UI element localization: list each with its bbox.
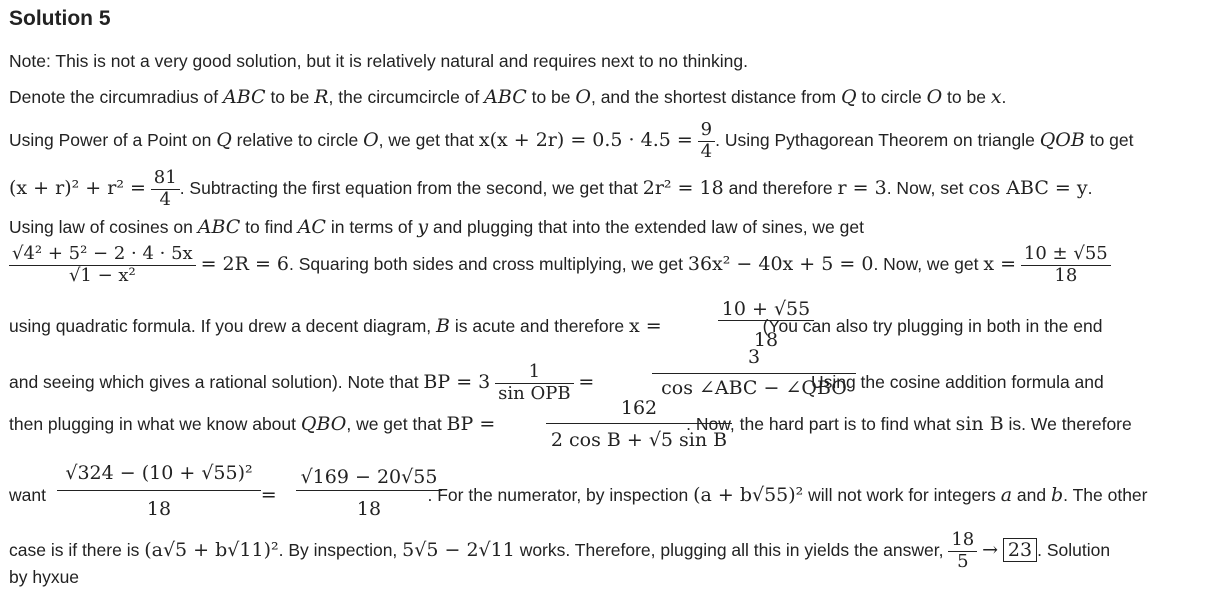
fraction-bar [546, 423, 732, 424]
denominator: 4 [700, 140, 713, 162]
text: (You can also try plugging in both in the end [762, 316, 1103, 336]
math-cos-abc: cos ABC = y [968, 176, 1088, 199]
text: to get [1084, 129, 1134, 150]
text: , we get that [346, 414, 447, 434]
fraction-nine-fourths [698, 120, 715, 162]
text: is acute and therefore [450, 316, 630, 336]
text: . [1001, 87, 1007, 107]
math-bp-equals: BP = [446, 413, 496, 435]
text: . [1087, 177, 1093, 198]
text: . For the numerator, by inspection [427, 485, 694, 505]
math-b: B [436, 315, 451, 337]
denote-line [9, 85, 1006, 109]
fraction-quadratic-roots [1021, 244, 1111, 286]
text: . The other [1063, 485, 1148, 505]
text: and therefore [723, 177, 838, 198]
text: , the circumcircle of [328, 87, 485, 107]
math-ac: AC [297, 216, 326, 238]
fraction-sqrt-324-numerator: √324 − (10 + √55)² [65, 462, 253, 484]
math-x: x [990, 86, 1002, 108]
answer-line [9, 530, 1110, 572]
text: and plugging that into the extended law of sines, we get [428, 217, 864, 237]
math-qbo: QBO [300, 413, 347, 435]
fraction-sqrt-169-numerator: √169 − 20√55 [300, 466, 438, 488]
text: . Now, the hard part is to find what [686, 414, 956, 434]
math-b: b [1051, 484, 1064, 506]
numerator: 9 [698, 120, 715, 142]
text: , we get that [378, 129, 479, 150]
math-o: O [363, 128, 379, 151]
math-o: O [575, 86, 591, 108]
math-a-root5-plus-b-root11: (a√5 + b√11)² [144, 538, 279, 561]
math-quadratic: 36x² − 40x + 5 = 0 [687, 252, 874, 275]
math-a: a [1000, 484, 1013, 506]
math-bp-equals-3: BP = 3 [423, 370, 491, 393]
text: Using law of cosines on [9, 217, 198, 237]
math-equals: = [578, 370, 595, 393]
fraction-bar [652, 373, 856, 374]
text: . Subtracting the first equation from the second, we get that [179, 177, 643, 198]
denominator: √1 − x² [68, 264, 136, 286]
quadratic-formula-line [9, 314, 1102, 338]
denominator: 18 [1054, 264, 1078, 286]
text: . Using the cosine addition formula and [801, 371, 1104, 392]
text: to be [265, 87, 315, 107]
fraction-bar [57, 490, 261, 491]
fraction-bar [296, 490, 442, 491]
math-y: y [417, 216, 429, 238]
solution-heading: Solution 5 [9, 7, 111, 30]
math-r-equals-3: r = 3 [837, 176, 887, 199]
math-abc: ABC [484, 86, 527, 108]
math-abc: ABC [197, 216, 241, 238]
pythagorean-line [9, 168, 1092, 210]
fraction-cos-denominator: cos ∠ABC − ∠QBO [661, 377, 847, 399]
note-line: Note: This is not a very good solution, but it is relatively natural and requires next to no thinking. [9, 51, 748, 71]
text: . Now, set [886, 177, 969, 198]
math-qob: QOB [1039, 128, 1085, 151]
text: relative to circle [231, 129, 364, 150]
math-q: Q [840, 86, 857, 108]
text: . Using Pythagorean Theorem on triangle [715, 129, 1040, 150]
denominator: 5 [957, 550, 969, 572]
numerator: 18 [948, 530, 977, 552]
fraction-x-numerator: 10 + √55 [718, 298, 814, 321]
fraction-162-denominator: 2 cos B + √5 sin B [550, 429, 728, 451]
fraction-law-of-sines [9, 244, 196, 286]
fraction-162-numerator: 162 [620, 397, 658, 419]
text: to be [526, 87, 576, 107]
denominator: 4 [159, 188, 171, 210]
denominator: sin OPB [498, 382, 571, 404]
numerator: 81 [151, 168, 180, 190]
numerator: 10 ± √55 [1021, 244, 1111, 266]
math-q: Q [216, 128, 232, 151]
power-of-point-line [9, 120, 1134, 162]
boxed-answer: 23 [1003, 538, 1037, 562]
text: using quadratic formula. If you drew a decent diagram, [9, 316, 437, 336]
text: . Squaring both sides and cross multiplying, we get [289, 253, 688, 274]
text: want [9, 485, 46, 505]
math-power-equation: x(x + 2r) = 0.5 · 4.5 = [478, 128, 693, 151]
math-equals: = [260, 484, 277, 506]
fraction-81-fourths [151, 168, 180, 210]
math-r: R [314, 86, 329, 108]
text: is. We therefore [1003, 414, 1132, 434]
text: to find [240, 217, 298, 237]
math-sin-b: sin B [955, 413, 1004, 435]
math-a-plus-b-root55: (a + b√55)² [693, 484, 804, 506]
numerator: 1 [495, 362, 573, 384]
fraction-18-fifths [948, 530, 977, 572]
text: . Now, we get [873, 253, 984, 274]
math-o: O [926, 86, 943, 108]
math-2r-squared: 2r² = 18 [642, 176, 724, 199]
fraction-sqrt-169-denominator: 18 [356, 498, 382, 520]
fraction-cos-numerator: 3 [747, 346, 761, 368]
math-x-equals: x = [983, 252, 1017, 275]
text: case is if there is [9, 539, 145, 560]
math-2r-equals-6: = 2R = 6 [200, 252, 290, 275]
text: Denote the circumradius of [9, 87, 223, 107]
text: and seeing which gives a rational solution). Note that [9, 371, 424, 392]
text: and [1012, 485, 1051, 505]
math-abc: ABC [223, 86, 266, 108]
text: in terms of [325, 217, 418, 237]
extended-sines-line [9, 244, 1111, 286]
text: . By inspection, [278, 539, 403, 560]
law-of-cosines-line [9, 215, 864, 239]
text: , and the shortest distance from [590, 87, 841, 107]
arrow-icon: → [982, 538, 999, 561]
fraction-sqrt-324-denominator: 18 [146, 498, 172, 520]
text: then plugging in what we know about [9, 414, 301, 434]
fraction-x-denominator: 18 [753, 329, 779, 351]
text: will not work for integers [803, 485, 1001, 505]
author-line: by hyxue [9, 567, 80, 587]
text: to be [942, 87, 991, 107]
math-x-equals: x = [629, 315, 662, 337]
text: works. Therefore, plugging all this in yields the answer, [514, 539, 949, 560]
numerator: √4² + 5² − 2 · 4 · 5x [9, 244, 196, 266]
math-5root5-minus-2root11: 5√5 − 2√11 [402, 538, 515, 561]
math-pythagorean-equation: (x + r)² + r² = [9, 176, 146, 199]
text: . Solution [1037, 539, 1111, 560]
text: Using Power of a Point on [9, 129, 217, 150]
text: to circle [856, 87, 927, 107]
